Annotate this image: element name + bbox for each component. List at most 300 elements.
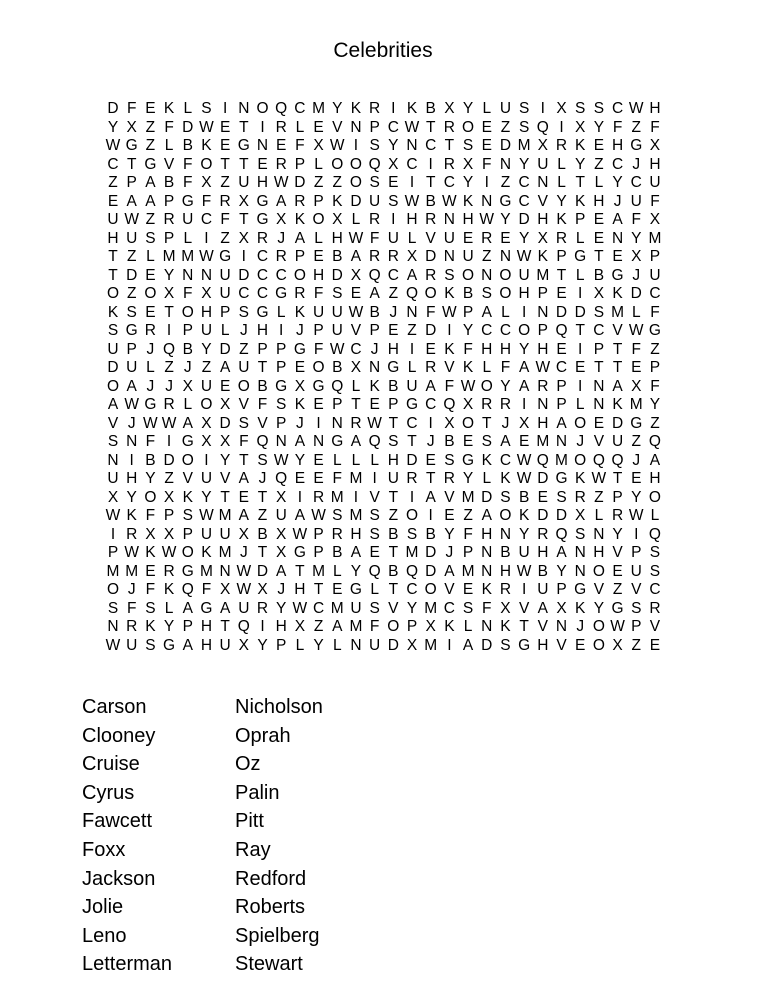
grid-letter: L <box>631 303 641 321</box>
grid-letter: U <box>219 266 231 284</box>
grid-letter: A <box>612 211 623 228</box>
grid-letter: N <box>238 100 250 117</box>
grid-letter: K <box>500 470 511 487</box>
grid-letter: X <box>350 359 362 376</box>
grid-letter: L <box>463 618 473 635</box>
grid-letter: T <box>220 488 230 506</box>
grid-letter: L <box>557 155 566 173</box>
grid-letter: E <box>294 359 306 376</box>
grid-letter: U <box>182 211 194 228</box>
grid-letter: A <box>145 192 156 210</box>
grid-letter: W <box>628 507 644 524</box>
grid-letter: C <box>406 414 418 432</box>
grid-letter: H <box>537 636 549 654</box>
grid-letter: O <box>574 451 587 469</box>
grid-letter: E <box>444 507 455 524</box>
grid-letter: U <box>200 322 213 339</box>
grid-letter: X <box>575 118 586 136</box>
grid-letter: O <box>144 285 157 302</box>
grid-letter: W <box>311 507 326 524</box>
grid-letter: K <box>481 451 492 469</box>
grid-letter: D <box>163 451 175 469</box>
grid-letter: P <box>276 414 287 432</box>
grid-letter: I <box>578 377 583 395</box>
grid-letter: F <box>444 377 455 395</box>
grid-letter: E <box>612 562 623 580</box>
grid-letter: P <box>556 396 567 413</box>
grid-letter: X <box>201 414 212 432</box>
grid-letter: I <box>521 396 527 413</box>
grid-letter: I <box>634 525 639 543</box>
grid-letter: J <box>296 322 304 339</box>
word-list-item: Leno <box>82 924 127 947</box>
grid-letter: V <box>182 470 193 487</box>
grid-letter: H <box>537 544 549 561</box>
grid-letter: Z <box>220 174 230 191</box>
grid-letter: Z <box>650 414 660 432</box>
grid-letter: Z <box>145 137 156 154</box>
grid-letter: E <box>612 248 623 265</box>
grid-letter: U <box>630 562 642 580</box>
grid-letter: T <box>388 414 399 432</box>
grid-letter: M <box>424 599 438 617</box>
grid-letter: V <box>425 229 436 247</box>
grid-letter: S <box>444 451 455 469</box>
grid-letter: G <box>555 470 568 487</box>
grid-letter: Q <box>555 525 568 543</box>
grid-letter: R <box>163 562 175 580</box>
grid-letter: T <box>425 470 436 487</box>
grid-letter: D <box>331 266 343 284</box>
grid-letter: V <box>631 581 642 598</box>
grid-letter: F <box>463 525 473 543</box>
grid-letter: M <box>611 303 625 321</box>
grid-letter: K <box>462 192 474 210</box>
grid-letter: Z <box>108 174 118 191</box>
grid-letter: X <box>332 211 343 228</box>
grid-letter: I <box>166 322 172 339</box>
grid-letter: W <box>516 248 532 265</box>
grid-letter: I <box>559 118 564 136</box>
grid-letter: G <box>256 211 269 228</box>
grid-letter: Z <box>313 174 324 191</box>
grid-letter: L <box>220 322 230 339</box>
grid-letter: P <box>107 544 119 561</box>
grid-letter: N <box>182 266 194 284</box>
grid-letter: Y <box>332 100 343 117</box>
grid-letter: F <box>650 303 660 321</box>
grid-letter: H <box>537 340 549 358</box>
grid-letter: S <box>145 636 156 654</box>
grid-letter: B <box>425 525 436 543</box>
grid-letter: O <box>237 377 250 395</box>
grid-letter: M <box>461 488 475 506</box>
grid-letter: I <box>260 118 265 136</box>
grid-row <box>104 470 664 489</box>
grid-letter: C <box>443 599 455 617</box>
grid-letter: P <box>556 581 567 598</box>
grid-letter: S <box>369 599 380 617</box>
grid-letter: T <box>257 359 268 376</box>
grid-letter: P <box>163 229 175 247</box>
grid-letter: Q <box>275 100 288 117</box>
grid-letter: U <box>350 599 362 617</box>
word-list-item: Spielberg <box>235 924 320 947</box>
grid-letter: U <box>238 599 250 617</box>
grid-letter: E <box>481 118 492 136</box>
grid-letter: M <box>405 544 419 561</box>
grid-letter: L <box>557 174 566 191</box>
grid-letter: Q <box>331 377 344 395</box>
grid-letter: G <box>518 636 531 654</box>
grid-letter: Q <box>368 155 381 173</box>
grid-letter: W <box>404 192 420 210</box>
grid-letter: L <box>482 100 492 117</box>
grid-letter: Z <box>239 340 249 358</box>
grid-letter: Z <box>257 507 268 524</box>
grid-letter: H <box>387 340 399 358</box>
grid-letter: H <box>350 525 362 543</box>
grid-letter: G <box>125 322 138 339</box>
grid-letter: P <box>276 340 287 358</box>
grid-letter: I <box>409 488 415 506</box>
grid-letter: W <box>161 414 177 432</box>
grid-letter: A <box>294 507 306 524</box>
grid-letter: C <box>611 155 624 173</box>
grid-letter: E <box>425 451 436 469</box>
grid-letter: E <box>388 174 399 191</box>
grid-letter: H <box>107 229 119 247</box>
grid-letter: N <box>443 211 455 228</box>
grid-letter: U <box>369 636 381 654</box>
grid-letter: T <box>313 581 324 598</box>
grid-letter: N <box>537 396 549 413</box>
grid-letter: O <box>499 266 512 284</box>
grid-letter: U <box>518 266 530 284</box>
grid-letter: A <box>276 562 287 580</box>
grid-letter: X <box>126 118 137 136</box>
grid-letter: D <box>182 118 194 136</box>
grid-letter: O <box>424 285 437 302</box>
grid-letter: G <box>349 581 362 598</box>
grid-letter: Y <box>163 618 175 635</box>
grid-letter: X <box>556 100 567 117</box>
grid-letter: D <box>555 303 568 321</box>
grid-letter: V <box>107 414 119 432</box>
grid-letter: I <box>391 211 396 228</box>
grid-letter: S <box>649 562 661 580</box>
grid-letter: P <box>332 396 343 413</box>
grid-letter: U <box>107 211 119 228</box>
grid-letter: X <box>537 137 548 154</box>
grid-row <box>104 507 664 526</box>
grid-letter: V <box>537 192 548 210</box>
grid-letter: N <box>107 451 119 469</box>
grid-letter: P <box>537 285 548 302</box>
grid-letter: U <box>107 340 119 358</box>
grid-letter: X <box>276 544 287 561</box>
grid-letter: U <box>649 174 661 191</box>
grid-letter: S <box>462 137 474 154</box>
grid-letter: W <box>124 396 139 413</box>
grid-letter: R <box>574 488 586 506</box>
grid-letter: L <box>370 451 379 469</box>
grid-letter: D <box>387 636 399 654</box>
grid-letter: N <box>312 433 325 450</box>
grid-letter: A <box>556 544 567 561</box>
grid-letter: E <box>462 433 474 450</box>
grid-letter: M <box>162 248 176 265</box>
grid-letter: S <box>649 544 661 561</box>
grid-letter: M <box>312 562 326 580</box>
grid-letter: E <box>350 285 362 302</box>
grid-letter: W <box>442 303 457 321</box>
grid-letter: E <box>313 396 324 413</box>
grid-letter: A <box>238 470 249 487</box>
grid-letter: G <box>181 562 194 580</box>
grid-letter: A <box>294 433 306 450</box>
grid-letter: W <box>348 229 364 247</box>
grid-letter: Y <box>631 488 642 506</box>
grid-letter: X <box>163 488 175 506</box>
grid-letter: B <box>332 544 343 561</box>
grid-letter: K <box>444 340 455 358</box>
grid-letter: T <box>239 155 249 173</box>
grid-letter: F <box>631 211 641 228</box>
grid-letter: F <box>631 340 641 358</box>
grid-letter: F <box>126 599 137 617</box>
grid-letter: N <box>481 562 493 580</box>
grid-letter: E <box>388 322 399 339</box>
grid-letter: X <box>219 433 231 450</box>
grid-letter: E <box>593 211 605 228</box>
grid-letter: X <box>612 636 623 654</box>
grid-letter: R <box>275 248 287 265</box>
word-list-item: Foxx <box>82 838 126 861</box>
grid-letter: N <box>574 544 586 561</box>
grid-letter: Z <box>631 636 641 654</box>
grid-row <box>104 396 664 415</box>
grid-letter: N <box>275 433 287 450</box>
grid-letter: A <box>145 174 156 191</box>
grid-letter: F <box>295 137 305 154</box>
grid-letter: E <box>556 285 567 302</box>
grid-letter: H <box>593 544 605 561</box>
grid-row <box>104 433 664 452</box>
grid-letter: A <box>294 229 306 247</box>
grid-letter: S <box>462 599 474 617</box>
grid-letter: Q <box>163 340 176 358</box>
grid-letter: P <box>612 488 623 506</box>
grid-letter: X <box>294 618 306 635</box>
grid-letter: S <box>332 285 343 302</box>
grid-letter: T <box>220 155 230 173</box>
grid-letter: D <box>107 100 119 117</box>
grid-letter: A <box>406 266 418 284</box>
grid-letter: R <box>443 470 455 487</box>
grid-letter: O <box>499 507 512 524</box>
grid-letter: R <box>350 414 362 432</box>
grid-letter: W <box>329 137 345 154</box>
grid-row <box>104 563 664 582</box>
grid-letter: N <box>537 174 549 191</box>
grid-letter: M <box>125 562 139 580</box>
grid-letter: O <box>648 488 661 506</box>
grid-letter: V <box>332 118 343 136</box>
grid-letter: L <box>332 562 342 580</box>
grid-letter: F <box>145 581 156 598</box>
grid-letter: K <box>145 544 156 561</box>
grid-letter: E <box>500 229 511 247</box>
grid-letter: M <box>555 451 568 469</box>
grid-letter: L <box>594 507 604 524</box>
grid-letter: N <box>499 525 512 543</box>
grid-letter: A <box>332 618 343 635</box>
grid-letter: Q <box>181 581 194 598</box>
grid-letter: B <box>182 137 193 154</box>
grid-letter: T <box>351 396 361 413</box>
grid-letter: I <box>578 285 583 302</box>
grid-letter: Q <box>536 118 549 136</box>
grid-letter: T <box>257 544 268 561</box>
grid-letter: W <box>628 100 644 117</box>
grid-letter: Z <box>388 507 399 524</box>
grid-letter: I <box>204 451 209 469</box>
grid-letter: W <box>460 377 476 395</box>
grid-letter: I <box>428 507 433 524</box>
grid-letter: U <box>312 303 325 321</box>
grid-letter: O <box>293 266 306 284</box>
grid-letter: W <box>348 303 364 321</box>
grid-letter: P <box>575 211 586 228</box>
grid-letter: X <box>201 433 212 450</box>
grid-letter: N <box>443 248 455 265</box>
grid-letter: J <box>146 340 155 358</box>
grid-letter: R <box>555 137 568 154</box>
grid-letter: L <box>332 636 342 654</box>
grid-letter: O <box>480 377 493 395</box>
grid-letter: V <box>612 544 623 561</box>
grid-letter: I <box>428 155 433 173</box>
grid-letter: S <box>556 488 567 506</box>
grid-letter: H <box>126 470 138 487</box>
grid-letter: K <box>575 192 586 210</box>
grid-letter: P <box>163 192 175 210</box>
grid-letter: Z <box>126 285 137 302</box>
grid-letter: Z <box>164 359 174 376</box>
grid-letter: X <box>276 488 287 506</box>
grid-letter: S <box>444 266 455 284</box>
grid-letter: Q <box>405 562 419 580</box>
grid-letter: S <box>182 507 193 524</box>
grid-letter: C <box>425 396 437 413</box>
grid-letter: C <box>593 322 605 339</box>
grid-letter: G <box>331 433 344 450</box>
grid-letter: Y <box>145 470 156 487</box>
grid-letter: O <box>331 155 344 173</box>
grid-letter: S <box>481 285 492 302</box>
grid-letter: W <box>516 562 532 580</box>
grid-letter: I <box>297 488 303 506</box>
word-list-item: Cyrus <box>82 781 135 804</box>
grid-letter: B <box>332 359 343 376</box>
grid-letter: T <box>594 359 604 376</box>
grid-letter: S <box>107 433 119 450</box>
word-list-item: Pitt <box>235 810 264 833</box>
grid-letter: I <box>521 303 527 321</box>
grid-letter: G <box>312 377 325 395</box>
grid-letter: K <box>462 359 474 376</box>
grid-letter: K <box>444 285 455 302</box>
grid-letter: I <box>353 137 359 154</box>
grid-letter: B <box>145 451 156 469</box>
grid-letter: S <box>369 174 380 191</box>
grid-letter: A <box>481 507 492 524</box>
grid-letter: E <box>313 118 324 136</box>
grid-letter: L <box>650 507 660 524</box>
grid-letter: U <box>630 192 642 210</box>
grid-letter: Z <box>631 118 641 136</box>
grid-letter: A <box>462 636 474 654</box>
grid-letter: N <box>331 414 343 432</box>
grid-letter: G <box>275 377 288 395</box>
grid-letter: N <box>219 562 231 580</box>
grid-letter: G <box>462 451 475 469</box>
grid-letter: S <box>500 636 511 654</box>
grid-letter: O <box>181 303 194 321</box>
grid-letter: X <box>238 229 249 247</box>
grid-letter: B <box>257 377 268 395</box>
grid-letter: C <box>200 211 213 228</box>
grid-letter: H <box>537 414 549 432</box>
grid-letter: M <box>349 618 363 635</box>
grid-letter: T <box>257 488 268 506</box>
grid-letter: C <box>518 174 530 191</box>
grid-letter: C <box>406 581 418 598</box>
grid-letter: F <box>257 396 268 413</box>
grid-row <box>104 489 664 508</box>
grid-letter: X <box>444 414 455 432</box>
grid-letter: T <box>239 118 249 136</box>
grid-letter: X <box>201 174 212 191</box>
grid-letter: R <box>649 599 661 617</box>
grid-letter: R <box>144 322 156 339</box>
grid-letter: J <box>239 544 248 561</box>
grid-letter: U <box>611 433 624 450</box>
grid-letter: D <box>350 192 362 210</box>
grid-letter: U <box>387 470 399 487</box>
grid-row <box>104 581 664 600</box>
grid-letter: E <box>462 581 474 598</box>
grid-letter: O <box>499 285 512 302</box>
grid-letter: C <box>256 248 269 265</box>
grid-letter: C <box>275 266 287 284</box>
grid-letter: V <box>388 599 399 617</box>
grid-letter: S <box>593 303 605 321</box>
grid-letter: X <box>238 525 249 543</box>
grid-letter: G <box>181 192 194 210</box>
grid-letter: Z <box>407 322 417 339</box>
grid-row <box>104 600 664 619</box>
grid-letter: E <box>593 414 605 432</box>
grid-row <box>104 211 664 230</box>
grid-letter: Y <box>201 340 212 358</box>
grid-letter: T <box>108 266 118 284</box>
grid-letter: G <box>275 285 288 302</box>
grid-row <box>104 248 664 267</box>
grid-letter: E <box>575 636 586 654</box>
grid-letter: O <box>424 581 437 598</box>
